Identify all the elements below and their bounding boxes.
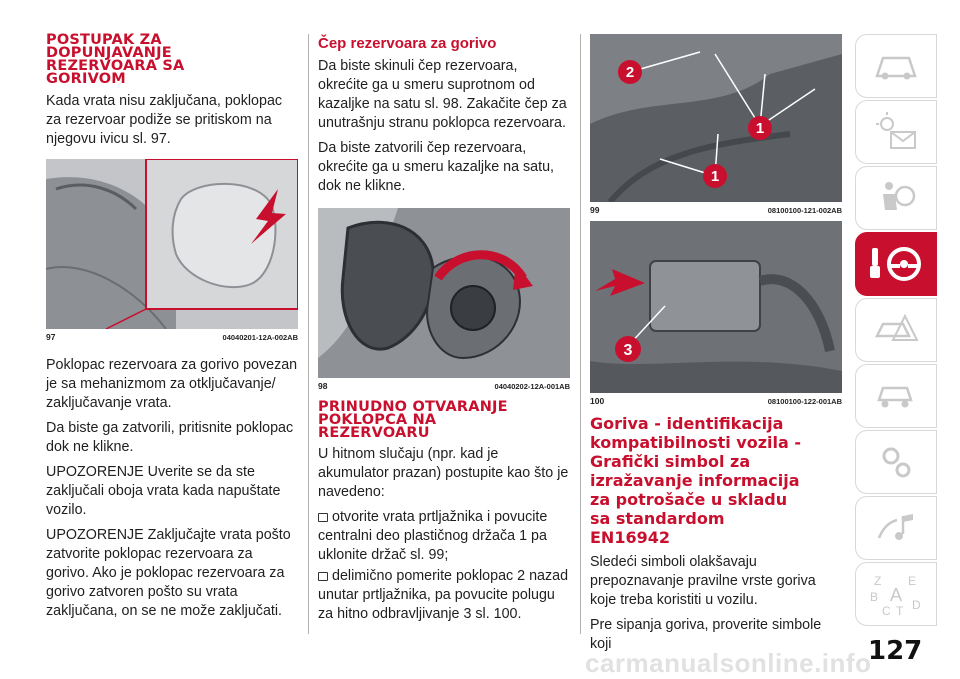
figure-number: 100 xyxy=(590,396,605,406)
bullet-item: delimično pomerite poklopac 2 nazad unutar prtljažnika, pa povucite polugu za hitno odbravljivanje 3 sl. 100. xyxy=(318,568,569,622)
heading-line: REZERVOARA SA xyxy=(46,58,185,74)
car-icon xyxy=(873,50,919,82)
figure-code: 08100100-121-002AB xyxy=(767,206,842,215)
index-letter: D xyxy=(912,598,921,612)
heading-line: za potrošače u skladu xyxy=(590,490,788,509)
heading-line: Grafički simbol za xyxy=(590,452,751,471)
heading-line: Goriva - identifikacija xyxy=(590,414,784,433)
index-letter: A xyxy=(890,585,903,605)
column-3 xyxy=(590,34,842,660)
callout-label: 1 xyxy=(710,168,720,185)
heading-line: izražavanje informacija xyxy=(590,471,800,490)
section-heading-fuel-identification xyxy=(590,414,842,547)
chapter-sidebar xyxy=(855,34,937,628)
paragraph: Sledeći simboli olakšavaju prepoznavanje pravilne vrste goriva koje treba koristiti u vozilu. xyxy=(590,554,816,608)
paragraph: Kada vrata nisu zaključana, poklopac za rezervoar podiže se pritiskom na njegovu ivicu sl. 97. xyxy=(46,93,283,147)
media-icon xyxy=(873,508,919,548)
heading-line: GORIVOM xyxy=(46,71,126,87)
figure-98 xyxy=(318,208,570,378)
tab-vehicle[interactable] xyxy=(855,34,937,98)
section-heading-refueling xyxy=(46,34,298,86)
tab-emergency[interactable] xyxy=(855,298,937,362)
paragraph: Da biste skinuli čep rezervoara, okrećite ga u smeru suprotnom od kazaljke na satu sl. 98. Zakačite čep za unutrašnju stranu poklopca rezervoara. xyxy=(318,58,567,131)
warning-paragraph: UPOZORENJE Zaključajte vrata pošto zatvorite poklopac rezervoara za gorivo. Ako je poklopac rezervoara za gorivo zatvoren pošto su vrata zaključana, on se ne može zaključati. xyxy=(46,527,291,619)
tab-technical-data[interactable] xyxy=(855,430,937,494)
figure-caption xyxy=(318,381,570,391)
figure-code: 08100100-122-001AB xyxy=(767,397,842,406)
paragraph: Pre sipanja goriva, proverite simbole koji xyxy=(590,617,822,652)
figure-number: 97 xyxy=(46,332,56,342)
figure-100 xyxy=(590,221,842,393)
fuel-cap-illustration xyxy=(318,208,570,378)
tab-maintenance[interactable] xyxy=(855,364,937,428)
paragraph: Da biste zatvorili čep rezervoara, okrećite ga u smeru kazaljke na satu, dok ne klikne. xyxy=(318,140,555,194)
callout-label: 3 xyxy=(623,342,633,359)
tab-warning-lights[interactable] xyxy=(855,100,937,164)
figure-97 xyxy=(46,159,298,329)
figure-99 xyxy=(590,34,842,202)
bullet-item: otvorite vrata prtljažnika i povucite centralni deo plastičnog držača 1 pa uklonite držač sl. 99; xyxy=(318,508,570,565)
figure-caption xyxy=(46,332,298,342)
index-letter: Z xyxy=(874,574,882,588)
heading-line: kompatibilnosti vozila - xyxy=(590,433,801,452)
gear-icon xyxy=(873,442,919,482)
column-divider xyxy=(308,34,309,634)
heading-line: POKLOPCA NA xyxy=(318,412,437,428)
callout-label: 1 xyxy=(755,120,765,137)
figure-code: 04040201-12A-002AB xyxy=(222,333,298,342)
heading-line: sa standardom xyxy=(590,509,725,528)
callout-label: 2 xyxy=(625,64,635,81)
heading-line: EN16942 xyxy=(590,528,670,547)
figure-number: 99 xyxy=(590,205,600,215)
breakdown-icon xyxy=(873,312,919,348)
column-1 xyxy=(46,34,298,627)
tab-index[interactable] xyxy=(855,562,937,626)
index-letter: C xyxy=(882,604,891,617)
page-number: 127 xyxy=(868,636,923,666)
heading-line: POSTUPAK ZA xyxy=(46,32,162,48)
figure-number: 98 xyxy=(318,381,328,391)
airbag-icon xyxy=(873,178,919,218)
steering-wheel-key-icon xyxy=(866,244,926,284)
figure-code: 04040202-12A-001AB xyxy=(494,382,570,391)
service-car-icon xyxy=(873,378,919,414)
paragraph: U hitnom slučaju (npr. kad je akumulator prazan) postupite kao što je navedeno: xyxy=(318,446,569,500)
warning-paragraph: UPOZORENJE Uverite se da ste zaključali oboja vrata kada napuštate vozilo. xyxy=(46,464,281,518)
paragraph: Poklopac rezervoara za gorivo povezan je sa mehanizmom za otključavanje/ zaključavanje vrata. xyxy=(46,357,298,411)
column-divider xyxy=(580,34,581,634)
figure-caption xyxy=(590,205,842,215)
sub-heading-fuel-cap: Čep rezervoara za gorivo xyxy=(318,35,497,52)
heading-line: REZERVOARU xyxy=(318,425,430,441)
tab-starting-driving[interactable] xyxy=(855,232,937,296)
fuel-door-illustration xyxy=(46,159,298,329)
figure-caption xyxy=(590,396,842,406)
watermark: carmanualsonline.info xyxy=(585,648,872,678)
tab-multimedia[interactable] xyxy=(855,496,937,560)
index-letter: E xyxy=(908,574,917,588)
heading-line: PRINUDNO OTVARANJE xyxy=(318,399,508,415)
index-letter: T xyxy=(896,604,904,617)
warning-lights-icon xyxy=(873,112,919,152)
emergency-release-illustration xyxy=(590,221,842,393)
index-icon xyxy=(866,571,926,617)
tab-safety[interactable] xyxy=(855,166,937,230)
index-letter: B xyxy=(870,590,879,604)
paragraph: Da biste ga zatvorili, pritisnite poklopac dok ne kliknе. xyxy=(46,420,294,455)
section-heading-emergency-opening xyxy=(318,401,570,440)
column-2 xyxy=(318,34,570,630)
heading-line: DOPUNJAVANJE xyxy=(46,45,172,61)
trunk-holder-illustration xyxy=(590,34,842,202)
